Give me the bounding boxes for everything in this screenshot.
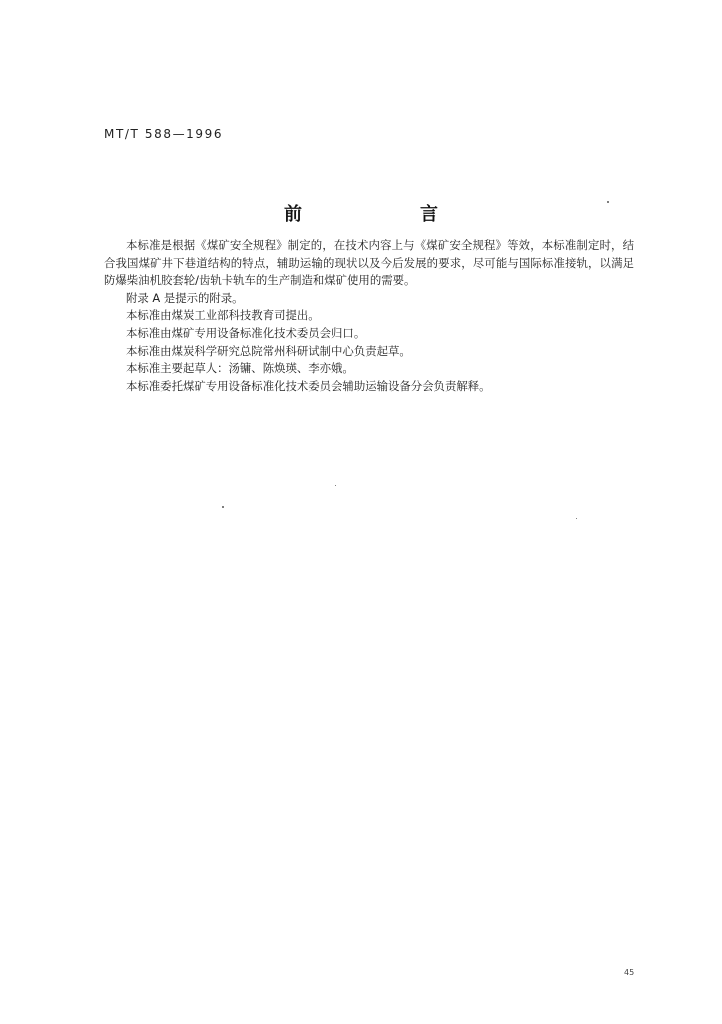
scan-speck bbox=[576, 518, 577, 519]
paragraph-proposer: 本标准由煤炭工业部科技教育司提出。 bbox=[126, 308, 320, 323]
page-title: 前 言 bbox=[284, 204, 488, 225]
paragraph-appendix: 附录 A 是提示的附录。 bbox=[126, 290, 244, 305]
paragraph-centralized: 本标准由煤矿专用设备标准化技术委员会归口。 bbox=[126, 325, 366, 340]
foreword-body bbox=[104, 237, 634, 395]
standard-code: MT/T 588—1996 bbox=[104, 127, 224, 141]
scan-speck bbox=[607, 201, 609, 203]
scan-speck bbox=[335, 485, 336, 486]
page-number: 45 bbox=[624, 968, 635, 977]
paragraph-drafters: 本标准主要起草人：汤镛、陈焕瑛、李亦娥。 bbox=[126, 361, 354, 376]
scan-speck bbox=[222, 506, 224, 508]
paragraph-interpretation: 本标准委托煤矿专用设备标准化技术委员会辅助运输设备分会负责解释。 bbox=[126, 378, 491, 393]
paragraph-intro: 本标准是根据《煤矿安全规程》制定的，在技术内容上与《煤矿安全规程》等效，本标准制定时，结合我国煤矿井下巷道结构的特点，辅助运输的现状以及今后发展的要求，尽可能与国际标准接轨，以满足防爆柴油机胶套轮/齿轨卡轨车的生产制造和煤矿使用的需要。 bbox=[104, 238, 634, 288]
paragraph-drafting-unit: 本标准由煤炭科学研究总院常州科研试制中心负责起草。 bbox=[126, 343, 411, 358]
